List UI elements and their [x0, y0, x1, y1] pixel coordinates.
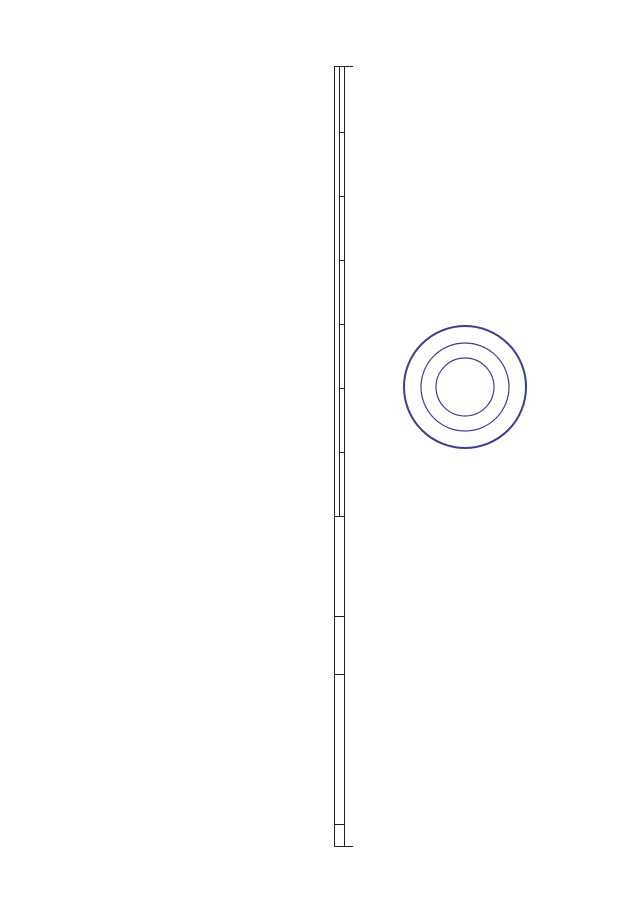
row-value	[349, 261, 353, 325]
indicators-table	[334, 66, 353, 847]
official-seal	[402, 324, 528, 450]
row-number	[349, 825, 353, 847]
table-row	[349, 67, 353, 847]
seal-middle-ring	[421, 343, 509, 431]
header-indicator	[335, 675, 345, 825]
row-value	[349, 389, 353, 453]
seal-inner-ring	[436, 358, 494, 416]
seal-graphic	[402, 326, 526, 450]
header-number	[335, 825, 345, 847]
row-value	[349, 453, 353, 517]
row-value	[349, 67, 353, 133]
row-value	[349, 133, 353, 197]
row-unit	[349, 617, 353, 675]
header-base-value	[335, 517, 345, 617]
row-indicator	[349, 675, 353, 825]
row-value	[349, 197, 353, 261]
header-unit	[335, 617, 345, 675]
row-base-value	[349, 517, 353, 617]
row-value	[349, 325, 353, 389]
seal-outer-ring	[404, 326, 526, 448]
document-heading	[255, 35, 267, 865]
